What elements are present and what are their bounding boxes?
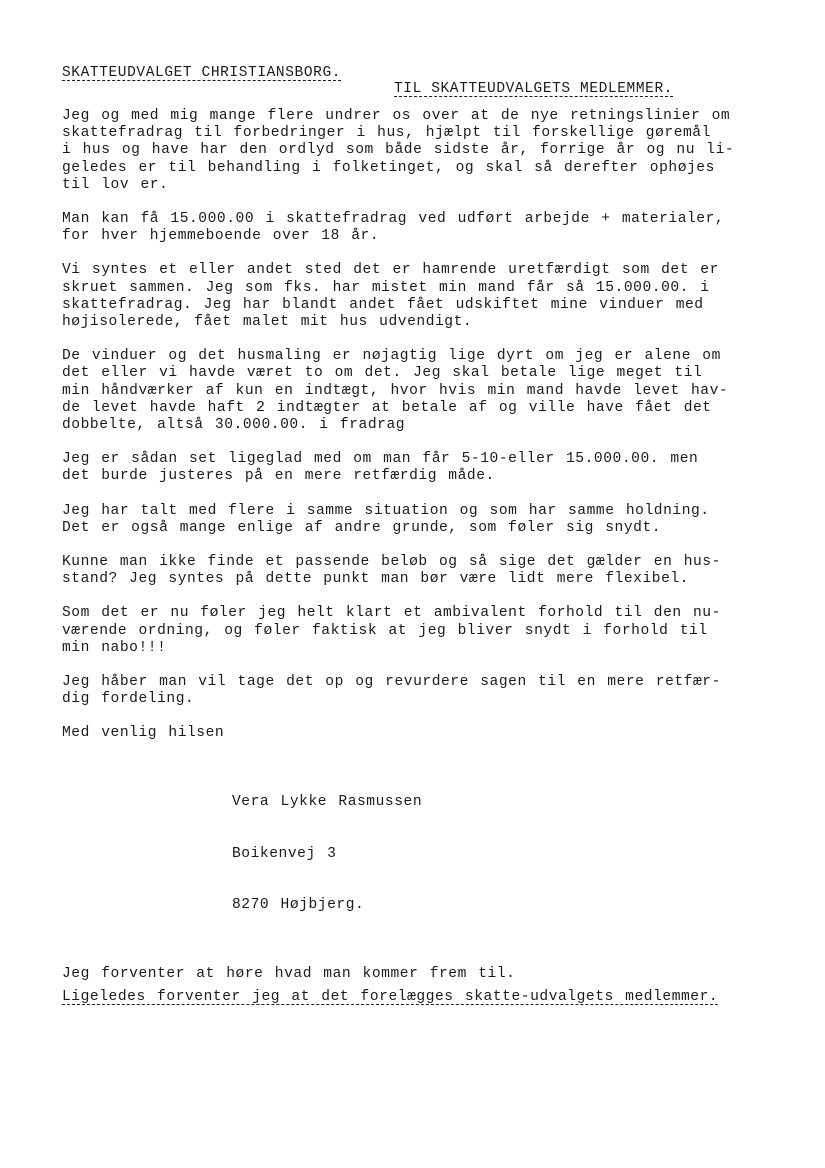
paragraph-5: Jeg er sådan set ligeglad med om man får 5-10-eller 15.000.00. men det burde justeres på en mere retfærdig måde. (62, 451, 699, 485)
paragraph-3: Vi syntes et eller andet sted det er hamrende uretfærdigt som det er skruet sammen. Jeg som fks. har mistet min mand får så 15.000.00. i skattefradrag. Jeg har blandt andet fået udskiftet mine vinduer med højisolerede, fået malet mit hus udvendigt. (62, 262, 719, 331)
letter-heading (62, 49, 762, 113)
paragraph-8: Som det er nu føler jeg helt klart et ambivalent forhold til den nu- værende ordning, og føler faktisk at jeg bliver snydt i forhold til min nabo!!! (62, 605, 721, 656)
sender-name: Vera Lykke Rasmussen (232, 794, 423, 811)
sender-street: Boikenvej 3 (232, 845, 337, 862)
paragraph-9: Jeg håber man vil tage det op og revurdere sagen til en mere retfær- dig fordeling. (62, 674, 721, 708)
paragraph-2: Man kan få 15.000.00 i skattefradrag ved udført arbejde + materialer, for hver hjemmeboende over 18 år. (62, 211, 725, 245)
letter-body (62, 108, 782, 1021)
paragraph-6: Jeg har talt med flere i samme situation og som har samme holdning. Det er også mange enlige af andre grunde, som føler sig snydt. (62, 502, 710, 536)
closing-line: Jeg forventer at høre hvad man kommer frem til. (62, 965, 516, 982)
paragraph-7: Kunne man ikke finde et passende beløb og så sige det gælder en hus- stand? Jeg syntes på dette punkt man bør være lidt mere flexibel. (62, 554, 721, 588)
sender-block (62, 760, 782, 949)
sender-city: 8270 Højbjerg. (232, 897, 365, 914)
paragraph-4: De vinduer og det husmaling er nøjagtig lige dyrt om jeg er alene om det eller vi havde været to om det. Jeg skal betale lige meget til min håndværker af kun en indtægt, hvor hvis min mand havde levet hav- de levet havde haft 2 indtægter at betale af og ville have fået det dobbelte, altså 30.000.00. i fradrag (62, 348, 729, 434)
recipient-subheading: TIL SKATTEUDVALGETS MEDLEMMER. (394, 81, 674, 97)
final-line: Ligeledes forventer jeg at det forelægges skatte-udvalgets medlemmer. (62, 989, 719, 1006)
paragraph-1: Jeg og med mig mange flere undrer os over at de nye retningslinier om skattefradrag til forbedringer i hus, hjælpt til forskellige gøremål i hus og have har den ordlyd som både sidste år, forrige år og nu li- geledes er til behandling i folketinget, og skal så derefter ophøjes til lov er. (62, 108, 735, 193)
recipient-heading: SKATTEUDVALGET CHRISTIANSBORG. (62, 65, 342, 81)
greeting: Med venlig hilsen (62, 725, 225, 742)
